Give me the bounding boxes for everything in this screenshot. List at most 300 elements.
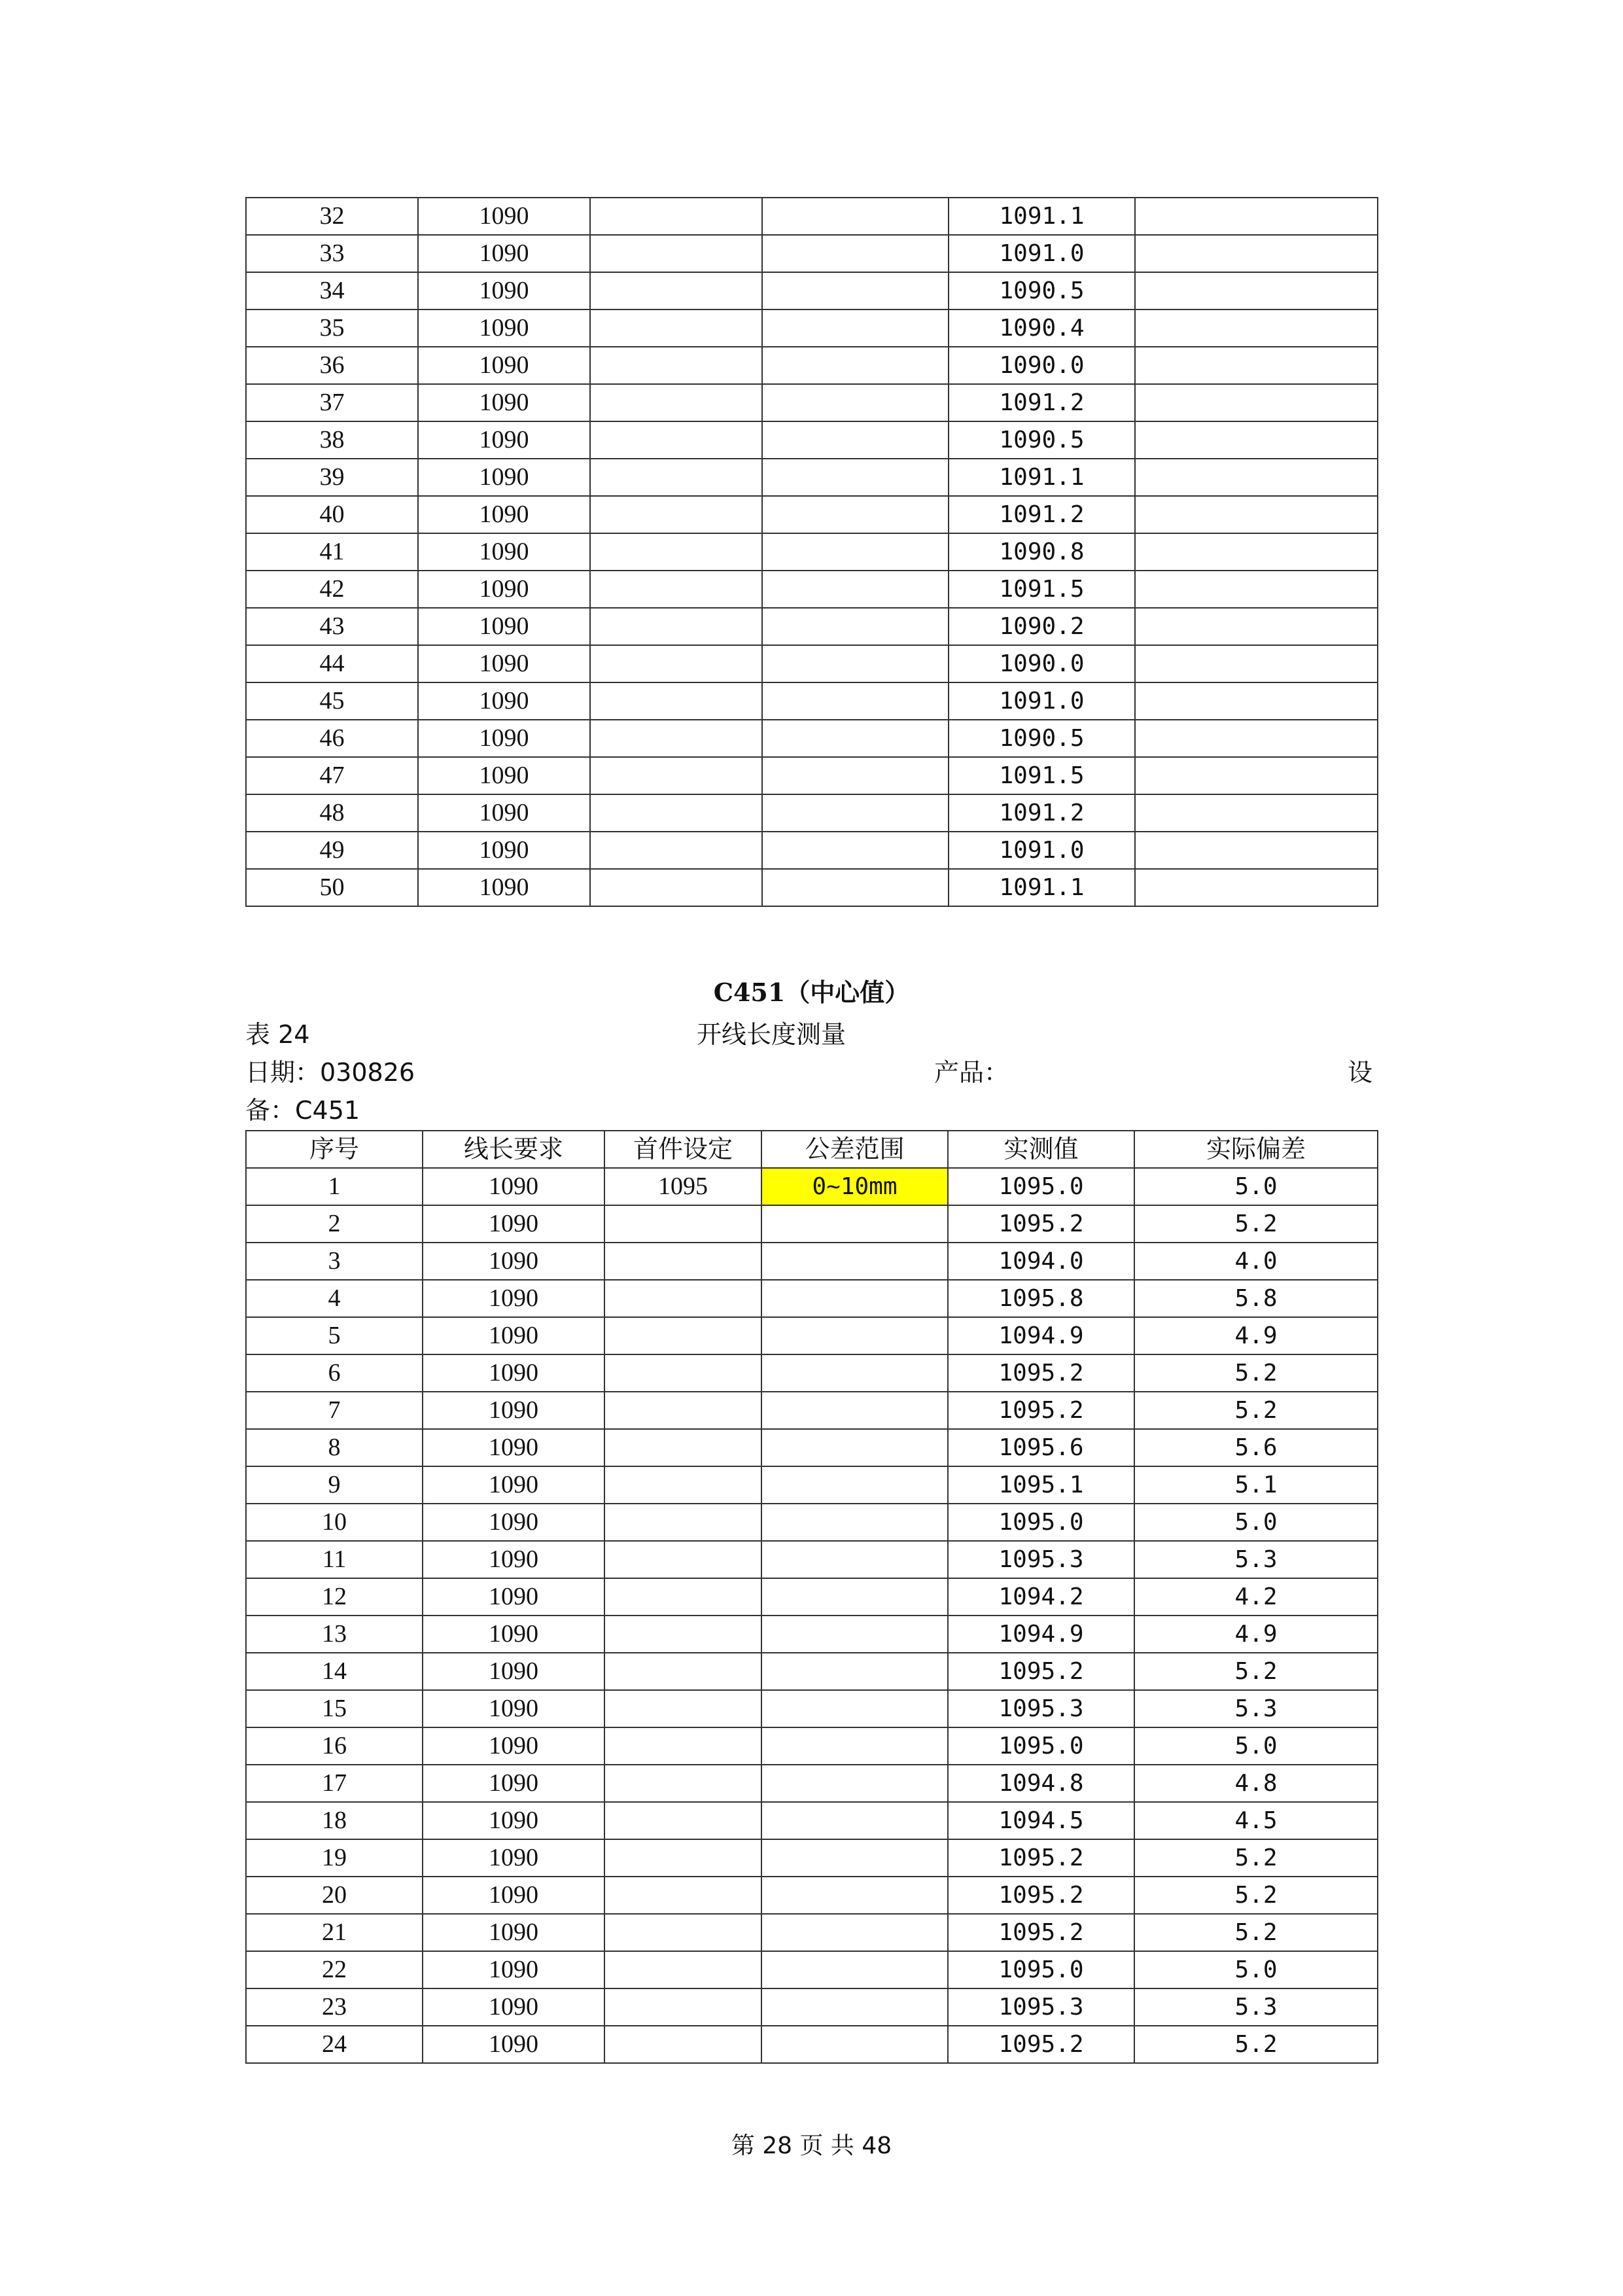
table-row xyxy=(246,832,1378,869)
device-label-part2 xyxy=(245,1094,360,1127)
table-cell: 1090.2 xyxy=(949,608,1135,645)
header-cell: 序号 xyxy=(246,1131,423,1168)
table-cell: 4.5 xyxy=(1134,1802,1378,1839)
table-cell xyxy=(604,1243,761,1280)
table-cell: 1090 xyxy=(423,1839,604,1877)
table-cell: 1090 xyxy=(418,198,590,235)
table-cell: 37 xyxy=(246,384,418,421)
table-cell: 1090 xyxy=(423,1802,604,1839)
table-cell: 1090 xyxy=(423,1914,604,1951)
table-cell: 20 xyxy=(246,1877,423,1914)
table-row xyxy=(246,1914,1378,1951)
table-cell: 16 xyxy=(246,1727,423,1765)
table-cell: 1090.0 xyxy=(949,645,1135,682)
table-cell: 1091.0 xyxy=(949,235,1135,272)
table-cell: 40 xyxy=(246,496,418,533)
table-cell: 1091.1 xyxy=(949,198,1135,235)
table-cell: 1091.2 xyxy=(949,496,1135,533)
page-number-text: 第 28 页 共 48 xyxy=(731,2132,892,2159)
table-cell: 1090 xyxy=(423,1429,604,1466)
table-cell: 36 xyxy=(246,347,418,384)
table-cell xyxy=(762,347,949,384)
table-cell xyxy=(1135,832,1378,869)
table-cell xyxy=(761,1205,948,1243)
table-cell xyxy=(604,1280,761,1317)
table-cell xyxy=(761,1727,948,1765)
table-cell xyxy=(1135,608,1378,645)
table-label-text: 表 24 xyxy=(245,1020,310,1049)
table-cell xyxy=(604,1951,761,1988)
table-cell: 12 xyxy=(246,1578,423,1616)
table-cell: 5.3 xyxy=(1134,1541,1378,1578)
table-cell xyxy=(762,421,949,459)
table-row xyxy=(246,1690,1378,1727)
table-cell: 1090.8 xyxy=(949,533,1135,571)
table-cell xyxy=(762,533,949,571)
table-cell xyxy=(761,1914,948,1951)
table-row xyxy=(246,794,1378,832)
table-cell: 5.0 xyxy=(1134,1951,1378,1988)
table-row xyxy=(246,1317,1378,1354)
table-row xyxy=(246,347,1378,384)
table-cell: 1090 xyxy=(423,1578,604,1616)
table-cell xyxy=(604,1541,761,1578)
table-cell: 1090 xyxy=(423,1616,604,1653)
table-cell xyxy=(1135,533,1378,571)
table-cell: 1095.2 xyxy=(948,1653,1134,1690)
table-cell xyxy=(604,1914,761,1951)
table-cell: 46 xyxy=(246,720,418,757)
table-row xyxy=(246,1541,1378,1578)
table-cell: 1090 xyxy=(418,421,590,459)
table-cell: 42 xyxy=(246,571,418,608)
table-cell xyxy=(590,571,762,608)
header-cell: 公差范围 xyxy=(761,1131,948,1168)
table-cell xyxy=(761,1578,948,1616)
table-cell: 1095.2 xyxy=(948,1392,1134,1429)
table-cell: 5.2 xyxy=(1134,2026,1378,2063)
table-cell: 1090 xyxy=(418,272,590,309)
table-row xyxy=(246,1802,1378,1839)
table-cell xyxy=(590,347,762,384)
table-cell xyxy=(604,1877,761,1914)
table-cell: 1090 xyxy=(423,1765,604,1802)
table-cell: 1095.6 xyxy=(948,1429,1134,1466)
table-row xyxy=(246,1765,1378,1802)
table-cell xyxy=(761,1392,948,1429)
table-cell xyxy=(761,1317,948,1354)
table-row xyxy=(246,198,1378,235)
table-cell xyxy=(1135,496,1378,533)
table-cell xyxy=(604,1392,761,1429)
table-row xyxy=(246,1988,1378,2026)
table-row xyxy=(246,645,1378,682)
table-cell: 1090 xyxy=(423,1205,604,1243)
table-cell xyxy=(590,384,762,421)
table-cell: 3 xyxy=(246,1243,423,1280)
table-row xyxy=(246,533,1378,571)
table-cell: 22 xyxy=(246,1951,423,1988)
table-cell: 1091.5 xyxy=(949,757,1135,794)
table-cell xyxy=(762,272,949,309)
table-row xyxy=(246,421,1378,459)
header-cell: 实际偏差 xyxy=(1134,1131,1378,1168)
table-cell: 5.0 xyxy=(1134,1168,1378,1205)
table-cell xyxy=(604,1578,761,1616)
table-cell: 33 xyxy=(246,235,418,272)
table-cell xyxy=(762,198,949,235)
table-cell: 10 xyxy=(246,1504,423,1541)
table-cell xyxy=(590,720,762,757)
table-cell xyxy=(762,757,949,794)
table-cell xyxy=(762,235,949,272)
measurement-title xyxy=(697,1018,846,1051)
table-cell: 1090.5 xyxy=(949,421,1135,459)
table-cell: 5.0 xyxy=(1134,1727,1378,1765)
table-cell xyxy=(604,1317,761,1354)
table-cell xyxy=(590,272,762,309)
table-cell: 5.2 xyxy=(1134,1653,1378,1690)
table-cell: 5.8 xyxy=(1134,1280,1378,1317)
table-cell: 1090 xyxy=(423,1280,604,1317)
table-cell xyxy=(604,1765,761,1802)
table-cell: 34 xyxy=(246,272,418,309)
table-cell xyxy=(1135,235,1378,272)
table-cell xyxy=(604,1504,761,1541)
table-row xyxy=(246,1839,1378,1877)
table-row xyxy=(246,384,1378,421)
table-cell: 1094.9 xyxy=(948,1317,1134,1354)
table-row xyxy=(246,1877,1378,1914)
table-cell xyxy=(761,1466,948,1504)
table-cell xyxy=(604,1205,761,1243)
table-row xyxy=(246,1951,1378,1988)
table-cell: 1090 xyxy=(423,1317,604,1354)
table-cell: 1090 xyxy=(418,682,590,720)
table-row xyxy=(246,1504,1378,1541)
table-cell xyxy=(1135,645,1378,682)
table-cell: 5.1 xyxy=(1134,1466,1378,1504)
table-cell: 1095.0 xyxy=(948,1168,1134,1205)
table-cell: 19 xyxy=(246,1839,423,1877)
table-cell xyxy=(761,1877,948,1914)
table-cell xyxy=(1135,720,1378,757)
table-row xyxy=(246,309,1378,347)
table-row xyxy=(246,1727,1378,1765)
table-cell: 1095.2 xyxy=(948,1877,1134,1914)
table-cell xyxy=(761,1951,948,1988)
table-cell: 1095 xyxy=(604,1168,761,1205)
table-cell xyxy=(762,645,949,682)
table-row xyxy=(246,1243,1378,1280)
table-cell: 1090 xyxy=(423,1951,604,1988)
header-cell: 首件设定 xyxy=(604,1131,761,1168)
table-cell: 1091.0 xyxy=(949,682,1135,720)
table-cell xyxy=(1135,421,1378,459)
table-cell: 1090 xyxy=(418,309,590,347)
product-label xyxy=(934,1056,1009,1089)
table-cell xyxy=(590,645,762,682)
table-row xyxy=(246,1168,1378,1205)
table-cell xyxy=(1135,272,1378,309)
table-cell xyxy=(590,608,762,645)
table-row xyxy=(246,682,1378,720)
table-cell: 13 xyxy=(246,1616,423,1653)
table-cell: 1090 xyxy=(418,720,590,757)
table-row xyxy=(246,459,1378,496)
product-label-text: 产品： xyxy=(934,1058,1009,1087)
table-cell: 2 xyxy=(246,1205,423,1243)
device-label-part1-text: 设 xyxy=(1348,1058,1373,1087)
table-label xyxy=(245,1018,309,1051)
table-cell: 5.6 xyxy=(1134,1429,1378,1466)
table-cell: 5.3 xyxy=(1134,1988,1378,2026)
table-cell: 1095.2 xyxy=(948,2026,1134,2063)
table-cell xyxy=(762,794,949,832)
table-cell: 1095.2 xyxy=(948,1914,1134,1951)
table-cell: 1094.9 xyxy=(948,1616,1134,1653)
table-row xyxy=(246,1205,1378,1243)
table-row xyxy=(246,1578,1378,1616)
table-cell: 1091.1 xyxy=(949,459,1135,496)
table-cell: 1094.0 xyxy=(948,1243,1134,1280)
table-row xyxy=(246,1653,1378,1690)
table-cell: 1094.8 xyxy=(948,1765,1134,1802)
table-cell: 45 xyxy=(246,682,418,720)
table-cell: 1091.2 xyxy=(949,384,1135,421)
table-cell: 35 xyxy=(246,309,418,347)
table-row xyxy=(246,2026,1378,2063)
table-cell: 41 xyxy=(246,533,418,571)
table-cell: 4.2 xyxy=(1134,1578,1378,1616)
main-table-header-row xyxy=(246,1131,1378,1168)
table-cell xyxy=(762,571,949,608)
continued-measurement-table xyxy=(245,197,1378,907)
table-cell xyxy=(761,1690,948,1727)
table-cell xyxy=(761,1839,948,1877)
table-cell xyxy=(1135,384,1378,421)
table-cell: 1090 xyxy=(418,869,590,906)
table-cell: 1091.2 xyxy=(949,794,1135,832)
table-cell xyxy=(604,1429,761,1466)
table-cell xyxy=(604,1988,761,2026)
table-cell: 24 xyxy=(246,2026,423,2063)
table-cell xyxy=(762,869,949,906)
table-cell xyxy=(1135,347,1378,384)
table-row xyxy=(246,571,1378,608)
table-cell: 21 xyxy=(246,1914,423,1951)
table-row xyxy=(246,1354,1378,1392)
table-cell xyxy=(604,1839,761,1877)
table-cell: 1094.5 xyxy=(948,1802,1134,1839)
table-cell: 5.2 xyxy=(1134,1877,1378,1914)
table-cell xyxy=(762,496,949,533)
continued-table-body xyxy=(246,198,1378,906)
table-cell: 1095.0 xyxy=(948,1504,1134,1541)
table-cell xyxy=(761,1280,948,1317)
table-cell: 1095.3 xyxy=(948,1541,1134,1578)
table-cell: 11 xyxy=(246,1541,423,1578)
table-cell: 5.2 xyxy=(1134,1914,1378,1951)
table-cell: 1090 xyxy=(423,1877,604,1914)
table-cell xyxy=(761,1354,948,1392)
measurement-title-text: 开线长度测量 xyxy=(697,1020,846,1049)
table-cell: 1090 xyxy=(423,1354,604,1392)
table-cell xyxy=(590,832,762,869)
table-cell: 48 xyxy=(246,794,418,832)
table-cell xyxy=(590,533,762,571)
table-cell xyxy=(590,309,762,347)
table-cell: 14 xyxy=(246,1653,423,1690)
table-row xyxy=(246,235,1378,272)
table-cell: 1095.0 xyxy=(948,1727,1134,1765)
page-footer xyxy=(0,2130,1623,2163)
table-cell xyxy=(590,235,762,272)
table-cell xyxy=(590,869,762,906)
table-cell: 1090 xyxy=(418,757,590,794)
table-cell xyxy=(590,198,762,235)
table-row xyxy=(246,720,1378,757)
table-cell xyxy=(604,1653,761,1690)
table-cell: 18 xyxy=(246,1802,423,1839)
table-cell: 1095.2 xyxy=(948,1354,1134,1392)
table-cell xyxy=(590,682,762,720)
table-cell xyxy=(604,1616,761,1653)
table-cell xyxy=(761,1504,948,1541)
table-cell xyxy=(1135,571,1378,608)
table-cell: 9 xyxy=(246,1466,423,1504)
table-row xyxy=(246,272,1378,309)
table-cell: 1090.0 xyxy=(949,347,1135,384)
table-cell xyxy=(761,1429,948,1466)
table-cell: 39 xyxy=(246,459,418,496)
table-cell: 1090 xyxy=(418,347,590,384)
main-measurement-table xyxy=(245,1130,1378,2064)
date-line-text: 日期：030826 xyxy=(245,1058,415,1087)
table-cell: 1095.3 xyxy=(948,1690,1134,1727)
table-cell xyxy=(1135,757,1378,794)
table-cell: 1091.1 xyxy=(949,869,1135,906)
table-row xyxy=(246,869,1378,906)
table-cell: 5.2 xyxy=(1134,1205,1378,1243)
table-cell: 1095.1 xyxy=(948,1466,1134,1504)
table-cell: 1090 xyxy=(423,1466,604,1504)
table-cell: 1090 xyxy=(418,571,590,608)
table-cell: 1090 xyxy=(423,1243,604,1280)
table-cell xyxy=(604,2026,761,2063)
table-cell: 1090 xyxy=(418,496,590,533)
table-cell: 1090 xyxy=(423,1727,604,1765)
table-cell: 50 xyxy=(246,869,418,906)
table-cell: 1090 xyxy=(418,533,590,571)
table-cell: 1090 xyxy=(423,2026,604,2063)
header-cell: 线长要求 xyxy=(423,1131,604,1168)
table-row xyxy=(246,608,1378,645)
device-label-part1 xyxy=(1348,1056,1372,1089)
table-cell xyxy=(762,720,949,757)
table-cell xyxy=(761,1616,948,1653)
table-cell: 49 xyxy=(246,832,418,869)
table-cell xyxy=(1135,682,1378,720)
table-row xyxy=(246,1429,1378,1466)
table-cell xyxy=(1135,794,1378,832)
table-cell xyxy=(1135,459,1378,496)
date-line xyxy=(245,1056,415,1089)
table-cell: 1095.0 xyxy=(948,1951,1134,1988)
table-cell xyxy=(604,1727,761,1765)
table-cell: 1090 xyxy=(418,645,590,682)
table-cell xyxy=(761,1988,948,2026)
main-table-body xyxy=(246,1168,1378,2063)
table-cell xyxy=(761,1541,948,1578)
table-cell xyxy=(762,384,949,421)
table-cell: 1090 xyxy=(423,1392,604,1429)
table-cell: 1 xyxy=(246,1168,423,1205)
table-cell: 5.3 xyxy=(1134,1690,1378,1727)
table-cell: 1090 xyxy=(423,1541,604,1578)
table-cell xyxy=(761,1243,948,1280)
table-cell xyxy=(1135,198,1378,235)
table-cell: 1090 xyxy=(423,1504,604,1541)
table-cell xyxy=(761,1802,948,1839)
table-cell: 1090.5 xyxy=(949,720,1135,757)
table-cell: 23 xyxy=(246,1988,423,2026)
table-cell xyxy=(590,421,762,459)
table-cell: 44 xyxy=(246,645,418,682)
table-cell xyxy=(590,459,762,496)
table-cell xyxy=(604,1466,761,1504)
table-cell: 17 xyxy=(246,1765,423,1802)
table-cell: 4.0 xyxy=(1134,1243,1378,1280)
table-row xyxy=(246,1280,1378,1317)
table-row xyxy=(246,757,1378,794)
table-cell xyxy=(762,832,949,869)
table-cell xyxy=(1135,869,1378,906)
table-cell: 4 xyxy=(246,1280,423,1317)
table-cell: 47 xyxy=(246,757,418,794)
table-cell: 1090 xyxy=(418,384,590,421)
table-cell: 4.9 xyxy=(1134,1616,1378,1653)
table-cell: 43 xyxy=(246,608,418,645)
table-cell: 5.0 xyxy=(1134,1504,1378,1541)
table-cell: 1091.5 xyxy=(949,571,1135,608)
device-label-part2-text: 备：C451 xyxy=(245,1096,360,1125)
table-cell xyxy=(762,459,949,496)
table-cell: 1095.2 xyxy=(948,1205,1134,1243)
table-cell: 4.8 xyxy=(1134,1765,1378,1802)
table-cell xyxy=(590,794,762,832)
table-cell xyxy=(590,757,762,794)
table-cell xyxy=(761,1653,948,1690)
table-cell: 1095.2 xyxy=(948,1839,1134,1877)
table-cell: 38 xyxy=(246,421,418,459)
table-cell xyxy=(1135,309,1378,347)
table-cell xyxy=(590,496,762,533)
table-cell: 1095.3 xyxy=(948,1988,1134,2026)
table-row xyxy=(246,1466,1378,1504)
table-cell: 1090.5 xyxy=(949,272,1135,309)
section-title xyxy=(0,976,1623,1009)
table-cell: 4.9 xyxy=(1134,1317,1378,1354)
table-cell: 7 xyxy=(246,1392,423,1429)
table-cell: 1090 xyxy=(423,1690,604,1727)
table-cell: 1090 xyxy=(418,794,590,832)
table-cell: 1094.2 xyxy=(948,1578,1134,1616)
table-cell: 6 xyxy=(246,1354,423,1392)
table-cell xyxy=(604,1354,761,1392)
table-cell: 1095.8 xyxy=(948,1280,1134,1317)
table-cell xyxy=(761,2026,948,2063)
